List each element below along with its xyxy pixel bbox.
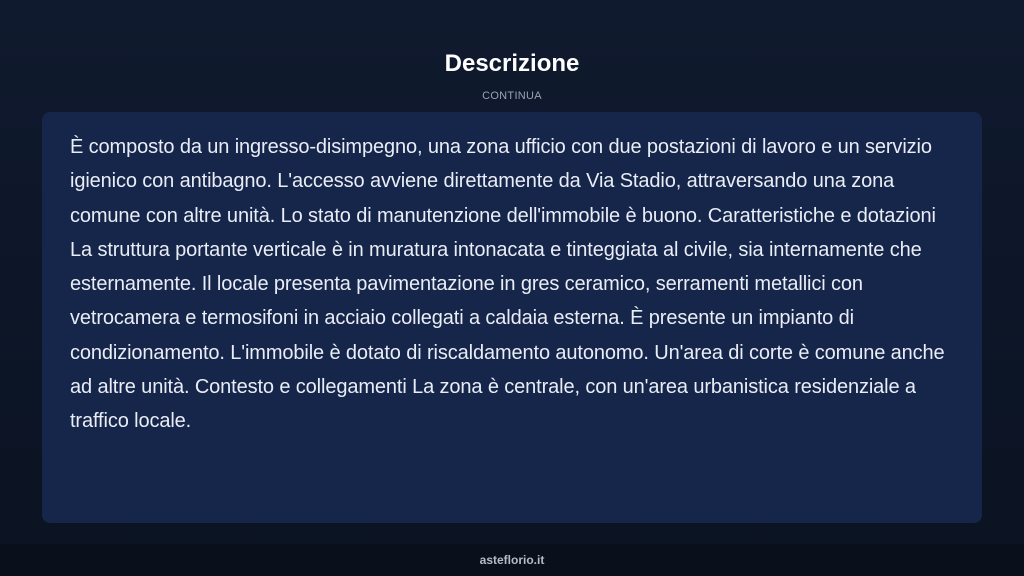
- description-text: È composto da un ingresso-disimpegno, una zona ufficio con due postazioni di lavoro e un servizio igienico con antibagno. L'accesso avviene direttamente da Via Stadio, attraversando una zona comune con altre unità. Lo stato di manutenzione dell'immobile è buono. Caratteristiche e dotazioni La struttura portante verticale è in muratura intonacata e tinteggiata al civile, sia internamente che esternamente. Il locale presenta pavimentazione in gres ceramico, serramenti metallici con vetrocamera e termosifoni in acciaio collegati a caldaia esterna. È presente un impianto di condizionamento. L'immobile è dotato di riscaldamento autonomo. Un'area di corte è comune anche ad altre unità. Contesto e collegamenti La zona è centrale, con un'area urbanistica residenziale a traffico locale.: [70, 136, 945, 433]
- page-title: Descrizione: [444, 50, 580, 77]
- footer-site-label: asteflorio.it: [479, 553, 545, 567]
- description-card: [42, 112, 982, 523]
- footer-bar: [0, 544, 1024, 576]
- continue-link[interactable]: CONTINUA: [482, 90, 542, 102]
